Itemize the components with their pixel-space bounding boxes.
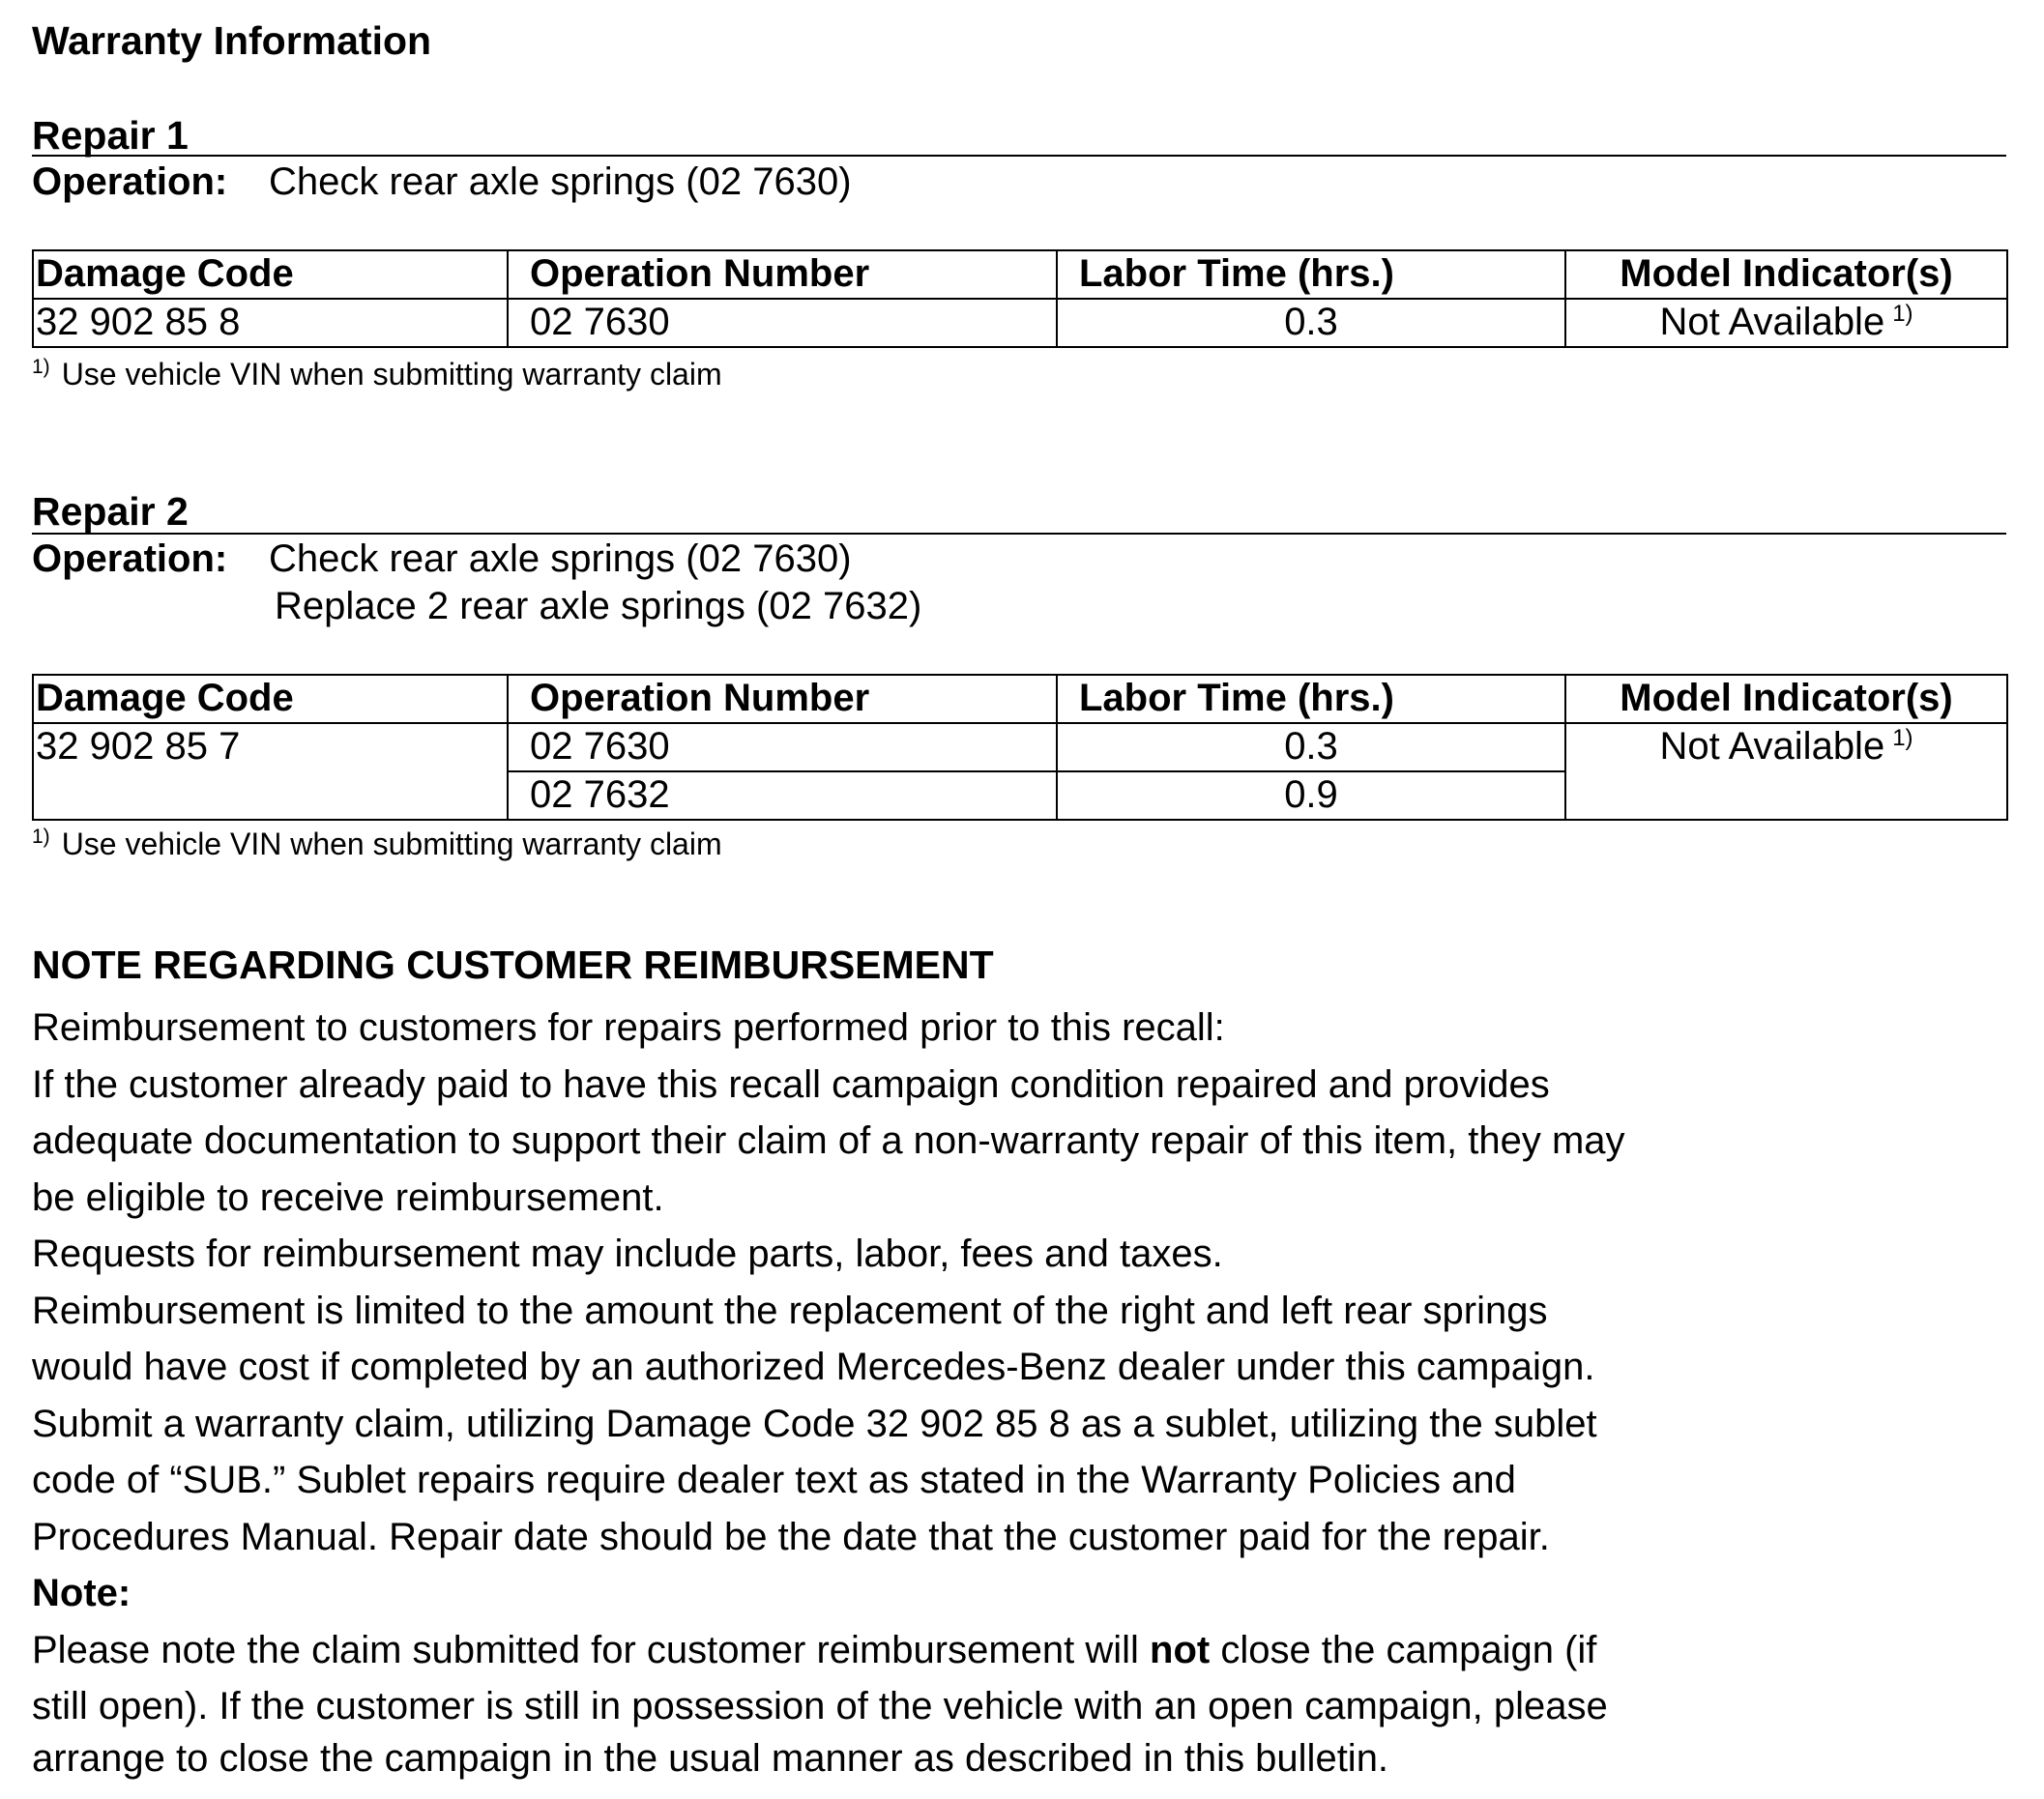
repair-1-operation-label	[32, 159, 227, 205]
footnote-marker: 1)	[32, 826, 50, 848]
body-line: Requests for reimbursement may include parts, labor, fees and taxes.	[32, 1233, 1223, 1275]
repair-1-table	[32, 249, 2008, 348]
table-header-row	[33, 675, 2007, 723]
repair-1-footnote	[32, 355, 722, 393]
model-indicator-text: Not Available	[1659, 725, 1885, 768]
operation-label: Operation:	[32, 537, 228, 580]
body-line: be eligible to receive reimbursement.	[32, 1175, 664, 1219]
labor-time-cell: 0.3	[1057, 299, 1565, 347]
header-operation-number: Operation Number	[508, 250, 1057, 299]
body-line: Procedures Manual. Repair date should be the date that the customer paid for the repair.	[32, 1515, 1550, 1558]
reimbursement-heading: NOTE REGARDING CUSTOMER REIMBURSEMENT	[32, 943, 994, 987]
damage-code-cell: 32 902 85 8	[33, 299, 508, 347]
labor-time-cell: 0.9	[1057, 771, 1565, 820]
document-title: Warranty Information	[32, 18, 432, 63]
table-row	[33, 299, 2007, 347]
note-text: close the campaign (if	[1210, 1628, 1597, 1671]
body-line: Reimbursement to customers for repairs performed prior to this recall:	[32, 1006, 1225, 1049]
note-line: still open). If the customer is still in possession of the vehicle with an open campaign, please	[32, 1685, 1608, 1727]
footnote-marker: 1)	[1892, 725, 1913, 751]
body-line: Reimbursement is limited to the amount the replacement of the right and left rear springs	[32, 1289, 1548, 1332]
footnote-text: Use vehicle VIN when submitting warranty claim	[61, 827, 722, 861]
footnote-marker: 1)	[32, 356, 50, 378]
labor-time-cell: 0.3	[1057, 723, 1565, 771]
body-line: code of “SUB.” Sublet repairs require dealer text as stated in the Warranty Policies and	[32, 1459, 1516, 1501]
repair-2-table	[32, 674, 2008, 821]
body-line: would have cost if completed by an authorized Mercedes-Benz dealer under this campaign.	[32, 1346, 1595, 1388]
header-operation-number: Operation Number	[508, 675, 1057, 723]
repair-2-operation-label	[32, 536, 227, 582]
body-line: Submit a warranty claim, utilizing Damage Code 32 902 85 8 as a sublet, utilizing the sublet	[32, 1402, 1597, 1445]
body-line: adequate documentation to support their claim of a non-warranty repair of this item, they may	[32, 1119, 1625, 1162]
repair-2-operation-2: Replace 2 rear axle springs (02 7632)	[275, 585, 922, 627]
operation-number-cell: 02 7630	[508, 299, 1057, 347]
note-line	[32, 1622, 1792, 1679]
operation-number-cell: 02 7630	[508, 723, 1057, 771]
footnote-marker: 1)	[1892, 301, 1913, 327]
model-indicator-cell	[1565, 299, 2007, 347]
note-line: arrange to close the campaign in the usual manner as described in this bulletin.	[32, 1736, 1389, 1780]
note-emphasis: not	[1150, 1628, 1211, 1671]
note-text: Please note the claim submitted for customer reimbursement will	[32, 1628, 1151, 1671]
operation-label: Operation:	[32, 160, 228, 203]
repair-2-heading: Repair 2	[32, 489, 189, 534]
header-labor-time: Labor Time (hrs.)	[1057, 250, 1565, 299]
header-damage-code: Damage Code	[33, 675, 508, 723]
header-damage-code: Damage Code	[33, 250, 508, 299]
footnote-text: Use vehicle VIN when submitting warranty claim	[61, 357, 722, 392]
model-indicator-cell	[1565, 723, 2007, 820]
note-label: Note:	[32, 1572, 131, 1614]
repair-1-heading: Repair 1	[32, 113, 189, 158]
repair-2-rule	[32, 533, 2006, 535]
body-line: If the customer already paid to have this recall campaign condition repaired and provides	[32, 1062, 1550, 1106]
table-row	[33, 723, 2007, 771]
repair-2-footnote	[32, 825, 722, 863]
reimbursement-body	[32, 1000, 1792, 1782]
header-labor-time: Labor Time (hrs.)	[1057, 675, 1565, 723]
model-indicator-text: Not Available	[1659, 301, 1885, 343]
header-model-indicators: Model Indicator(s)	[1565, 675, 2007, 723]
repair-2-operation-1: Check rear axle springs (02 7630)	[269, 537, 852, 580]
damage-code-cell: 32 902 85 7	[33, 723, 508, 820]
operation-number-cell: 02 7632	[508, 771, 1057, 820]
repair-1-rule	[32, 155, 2006, 157]
header-model-indicators: Model Indicator(s)	[1565, 250, 2007, 299]
repair-1-operation-1: Check rear axle springs (02 7630)	[269, 160, 852, 203]
table-header-row	[33, 250, 2007, 299]
